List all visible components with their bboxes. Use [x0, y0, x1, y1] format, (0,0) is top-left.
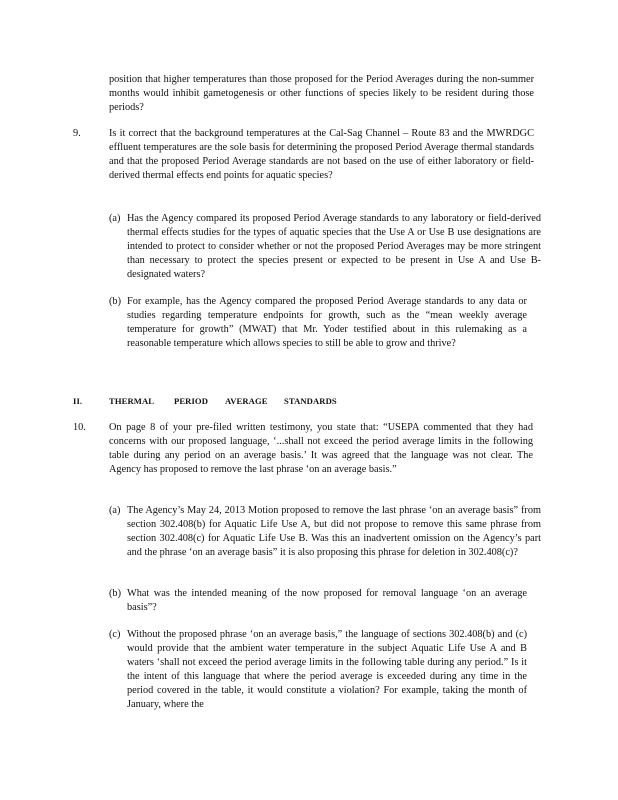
question-10c-text: Without the proposed phrase ‘on an average basis,” the language of sections 302.408(b) and (c) would provide that the ambient water temperature in the subject Aquatic Life Use A and B waters ‘shall not exceed the period average limits in the following table during any period.” Is it the intent of this language that where the period average is exceeded during any time in the period covered in the table, it would constitute a violation? For example, taking the month of January, where the [127, 629, 527, 710]
question-9-text: Is it correct that the background temperatures at the Cal-Sag Channel – Route 83 and the MWRDGC effluent temperatures are the sole basis for determining the proposed Period Average thermal standards and that the proposed Period Average standards are not based on the use of either laboratory or field-derived thermal effects end points for aquatic species? [109, 128, 534, 181]
question-10b-text: What was the intended meaning of the now proposed for removal language ‘on an average basis”? [127, 588, 527, 613]
question-10-text: On page 8 of your pre-filed written testimony, you state that: “USEPA commented that they had concerns with our proposed language, ‘...shall not exceed the period average limits in the following table during any period on an average basis.’ It was agreed that the language was not clear. The Agency has proposed to remove the last phrase ‘on an average basis.” [109, 422, 533, 475]
question-10a-text: The Agency’s May 24, 2013 Motion proposed to remove the last phrase ‘on an average basis” from section 302.408(b) for Aquatic Life Use A, but did not propose to remove this same phrase from section 302.408(c) for Aquatic Life Use B. Was this an inadvertent omission on the Agency’s part and the phrase ‘on an average basis” it is also proposing this phrase for deletion in 302.408(c)? [127, 505, 541, 558]
section-heading-word-1: THERMAL [109, 396, 155, 406]
question-10-number: 10. [73, 422, 86, 433]
section-numeral: II. [73, 396, 83, 406]
question-9b-text: For example, has the Agency compared the proposed Period Average standards to any data or studies regarding temperature endpoints for growth, such as the “mean weekly average temperature for growth” (MWAT) that Mr. Yoder testified about in this rulemaking as a reasonable temperature which allows species to still be able to grow and thrive? [127, 296, 527, 349]
section-heading-word-3: AVERAGE [225, 396, 268, 406]
question-10b-label: (b) [109, 588, 122, 599]
question-10c-label: (c) [109, 629, 121, 640]
question-10a-label: (a) [109, 505, 121, 516]
section-heading-word-4: STANDARDS [284, 396, 337, 406]
section-heading-word-2: PERIOD [174, 396, 209, 406]
question-9a-label: (a) [109, 213, 121, 224]
question-9b-label: (b) [109, 296, 122, 307]
question-9-number: 9. [73, 128, 81, 139]
intro-paragraph: position that higher temperatures than those proposed for the Period Averages during the non-summer months would inhibit gametogenesis or other functions of species likely to be resident during those periods? [109, 74, 534, 113]
question-9a-text: Has the Agency compared its proposed Period Average standards to any laboratory or field-derived thermal effects studies for the types of aquatic species that the Use A or Use B use designations are intended to protect to consider whether or not the proposed Period Averages may be more stringent than necessary to protect the species present or expected to be present in Use A and Use B-designated waters? [127, 213, 541, 280]
